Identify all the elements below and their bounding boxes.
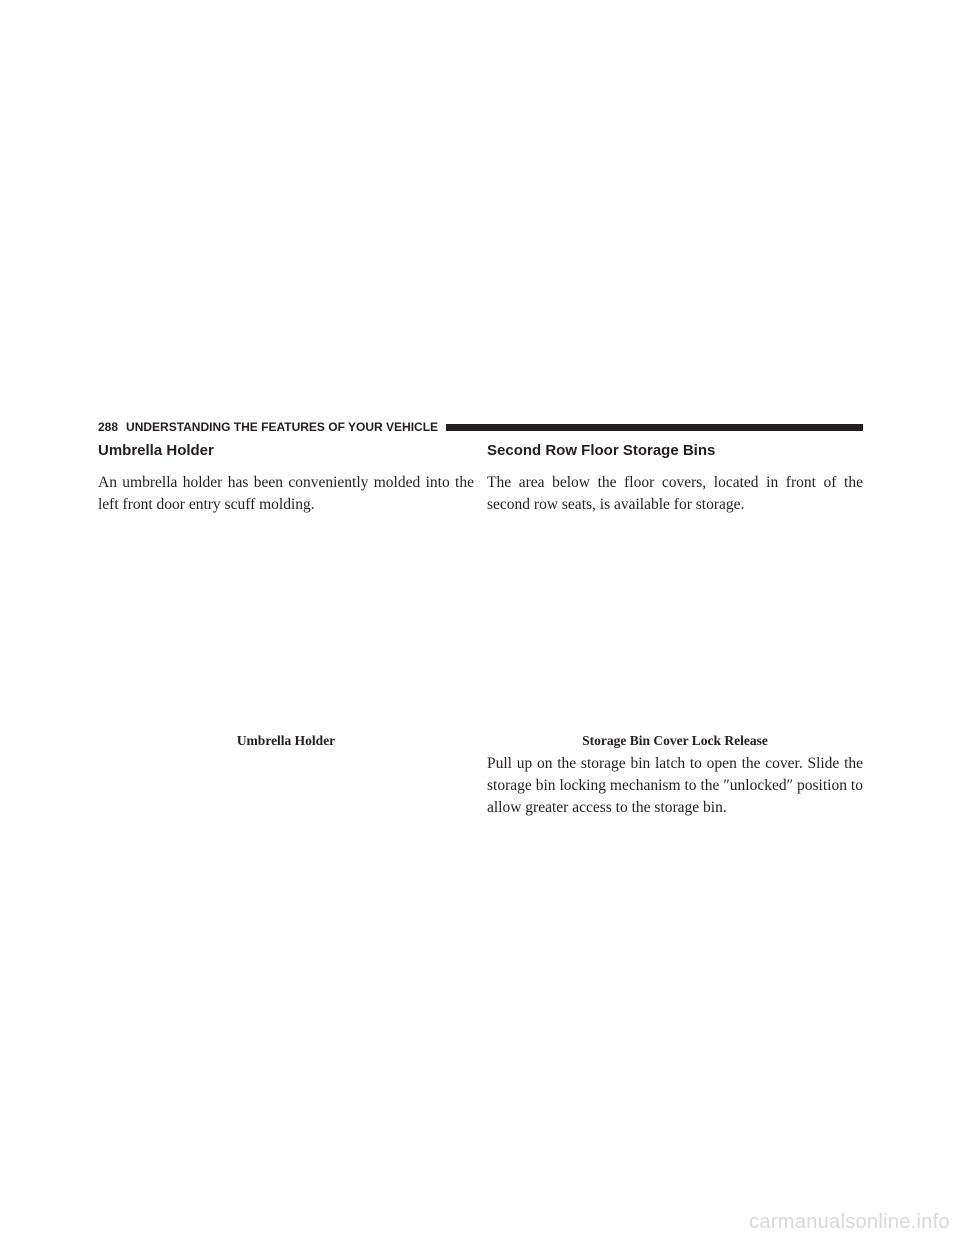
- header-rule: [446, 424, 863, 431]
- watermark: carmanualsonline.info: [749, 1211, 950, 1233]
- page-number: 288: [98, 420, 119, 434]
- umbrella-holder-figure: [98, 520, 474, 720]
- umbrella-holder-caption: Umbrella Holder: [236, 733, 336, 748]
- storage-bin-figure: [487, 520, 863, 720]
- storage-bins-heading: Second Row Floor Storage Bins: [487, 442, 716, 459]
- right-column: [487, 440, 863, 516]
- storage-bins-text: The area below the floor covers, located in front of the second row seats, is available for storage.: [487, 474, 863, 513]
- umbrella-holder-heading: Umbrella Holder: [98, 442, 214, 459]
- storage-bin-instructions-text: Pull up on the storage bin latch to open the cover. Slide the storage bin locking mechanism to the ″unlocked″ position to allow greater access to the storage bin.: [487, 755, 863, 816]
- umbrella-holder-text: An umbrella holder has been conveniently molded into the left front door entry scuff molding.: [98, 474, 474, 513]
- storage-bin-instructions: [487, 753, 863, 819]
- section-title: UNDERSTANDING THE FEATURES OF YOUR VEHICLE: [126, 420, 439, 434]
- page-header: [98, 418, 863, 436]
- storage-bin-caption: Storage Bin Cover Lock Release: [582, 733, 768, 748]
- left-column: [98, 440, 474, 516]
